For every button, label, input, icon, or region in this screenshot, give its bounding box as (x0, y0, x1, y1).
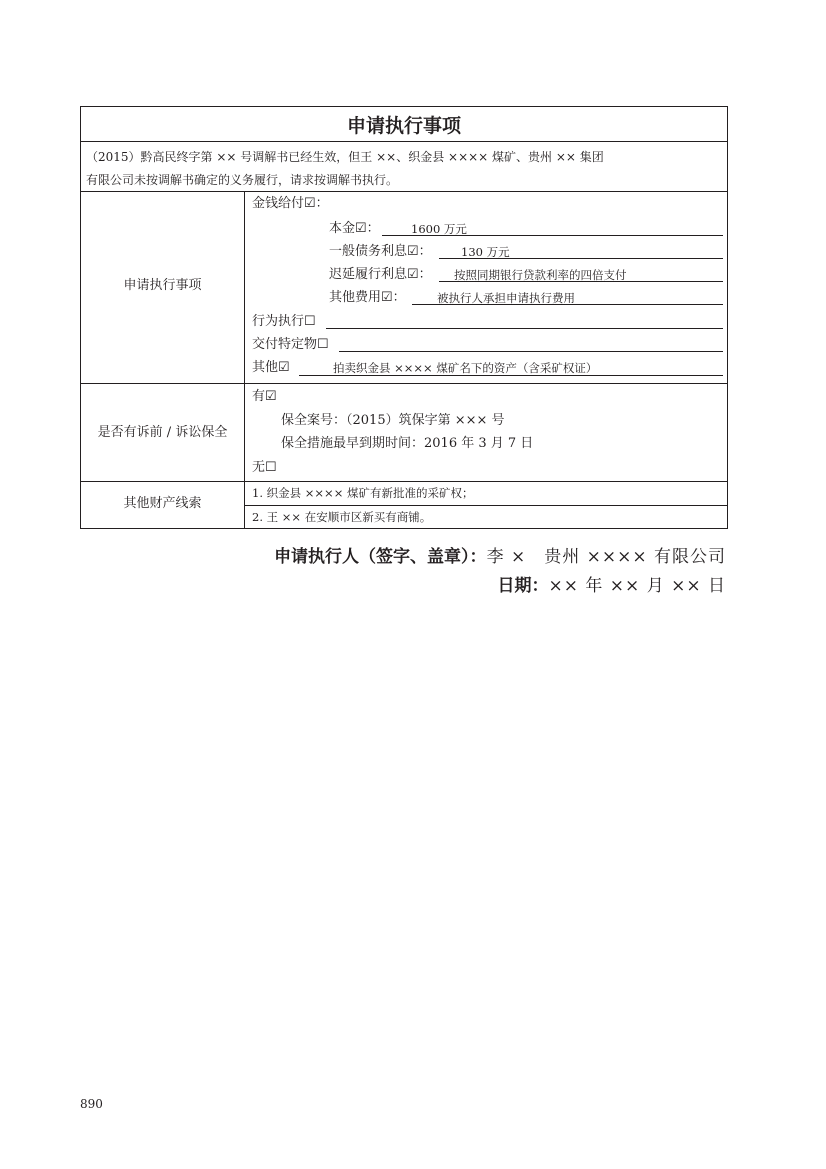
divider (81, 191, 727, 192)
other-items-value: 拍卖织金县 ×××× 煤矿名下的资产（含采矿权证） (333, 361, 598, 375)
interest-label: 一般债务利息☑： (329, 244, 432, 259)
preservation-expiry: 保全措施最早到期时间：2016 年 3 月 7 日 (281, 436, 534, 451)
other-fees-value: 被执行人承担申请执行费用 (437, 291, 575, 305)
divider (244, 505, 727, 506)
property-clue-2: 2. 王 ×× 在安顺市区新买有商铺。 (252, 510, 432, 524)
act-execution-underline (326, 328, 723, 329)
date-label: 日期： (497, 576, 549, 596)
divider (81, 383, 727, 384)
intro-text-line2: 有限公司未按调解书确定的义务履行，请求按调解书执行。 (86, 173, 399, 187)
preservation-yes-label: 有☑ (252, 389, 277, 404)
property-clue-1: 1. 织金县 ×××× 煤矿有新批准的采矿权； (252, 486, 474, 500)
preservation-no-label: 无☐ (252, 460, 277, 475)
divider (81, 481, 727, 482)
page-number: 890 (80, 1097, 103, 1111)
delay-interest-value: 按照同期银行贷款利率的四倍支付 (454, 268, 627, 282)
date-line (498, 571, 726, 596)
preservation-label: 是否有诉前 / 诉讼保全 (97, 425, 228, 440)
execution-items-label: 申请执行事项 (123, 278, 202, 293)
deliver-item-underline (339, 351, 723, 352)
deliver-item-label: 交付特定物☐ (252, 337, 329, 352)
property-clues-label: 其他财产线索 (123, 496, 202, 511)
principal-value: 1600 万元 (411, 222, 467, 236)
applicant-signature-line (274, 542, 726, 567)
column-divider (244, 191, 245, 528)
intro-text-line1: （2015）黔高民终字第 ×× 号调解书已经生效，但王 ××、织金县 ×××× 煤矿、贵州 ×× 集团 (86, 150, 604, 164)
other-items-label: 其他☑ (252, 360, 290, 375)
act-execution-label: 行为执行☐ (252, 314, 316, 329)
interest-value: 130 万元 (461, 245, 510, 259)
principal-label: 本金☑： (329, 221, 380, 236)
preservation-case-number: 保全案号：（2015）筑保字第 ××× 号 (281, 413, 505, 428)
applicant-signature-label: 申请执行人（签字、盖章）： (274, 547, 487, 567)
other-fees-label: 其他费用☑： (329, 290, 406, 305)
applicant-signature-value: 李 × 贵州 ×××× 有限公司 (486, 547, 726, 567)
divider (81, 141, 727, 142)
form-title: 申请执行事项 (346, 115, 461, 137)
money-payment-label: 金钱给付☑： (252, 196, 329, 211)
date-value: ×× 年 ×× 月 ×× 日 (548, 576, 726, 596)
delay-interest-label: 迟延履行利息☑： (329, 267, 432, 282)
application-form-table (80, 106, 728, 529)
